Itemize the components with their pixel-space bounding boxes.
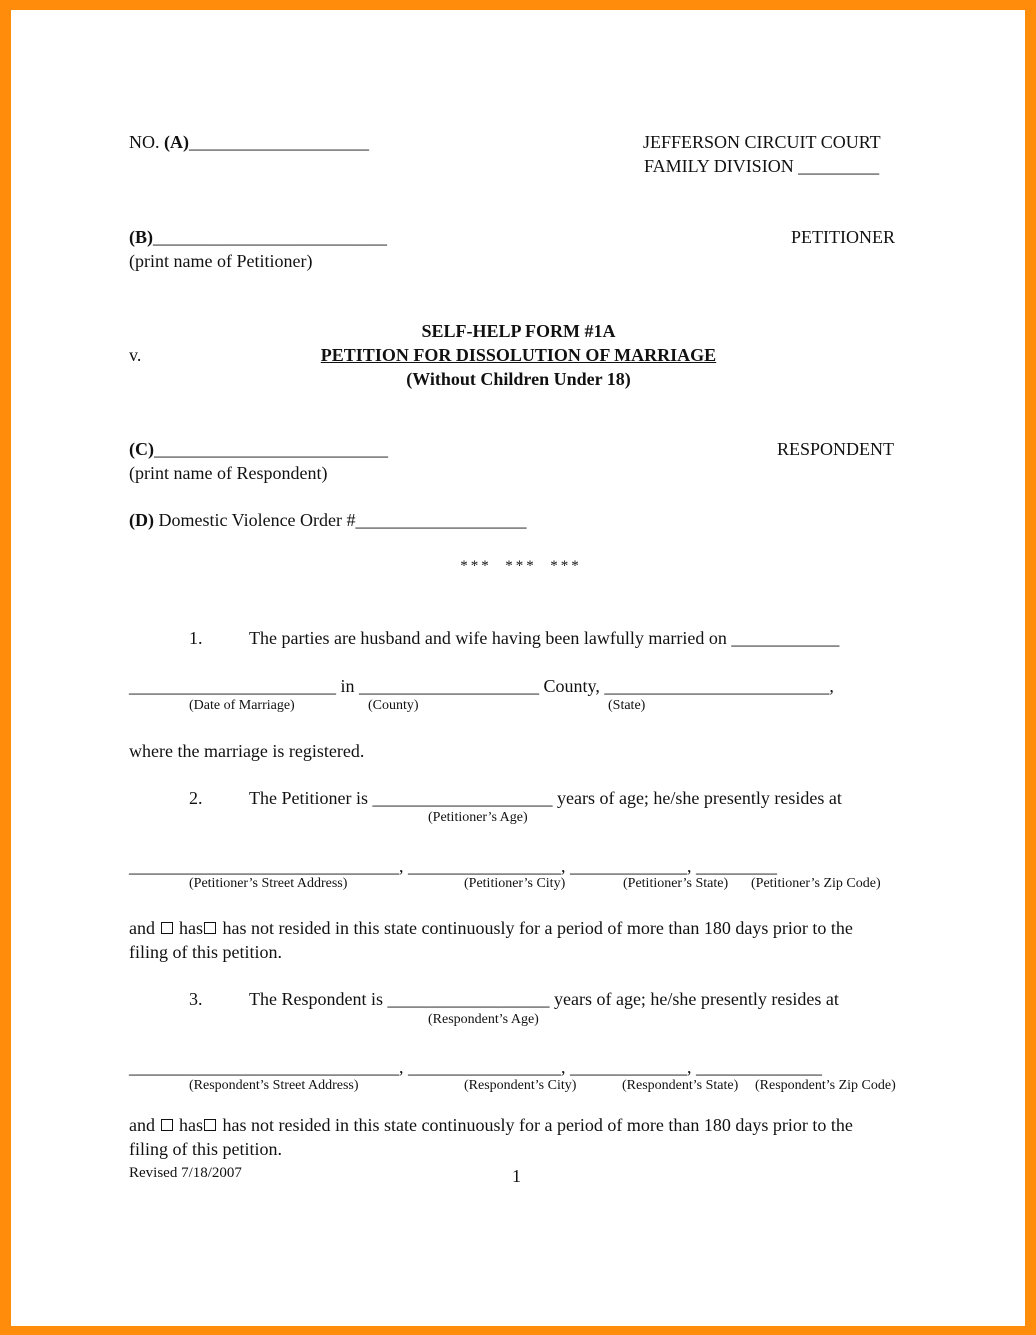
page-number: 1	[512, 1166, 521, 1186]
p2-label-street: (Petitioner’s Street Address)	[189, 876, 348, 891]
p3-address-blanks: ______________________________, _________________, _____________, ______________	[129, 1057, 822, 1077]
p2-residency-has: has	[179, 918, 203, 938]
case-number-marker: (A)	[164, 132, 189, 152]
document-page	[11, 10, 1025, 1326]
p2-residency-rest: has not resided in this state continuously for a period of more than 180 days prior to the	[222, 918, 853, 938]
division-line: FAMILY DIVISION _________	[644, 156, 880, 176]
p2-residency-and: and	[129, 918, 155, 938]
form-title-line3: (Without Children Under 18)	[406, 369, 631, 389]
p2-label-city: (Petitioner’s City)	[464, 876, 566, 891]
respondent-role: RESPONDENT	[777, 439, 895, 459]
p3-label-street: (Respondent’s Street Address)	[189, 1078, 359, 1093]
p2-residency-line	[129, 918, 853, 938]
p1-label-date: (Date of Marriage)	[189, 698, 295, 713]
p1-line3: where the marriage is registered.	[129, 741, 365, 761]
p3-number: 3.	[189, 989, 203, 1009]
respondent-name-line	[129, 439, 388, 459]
revised-date: Revised 7/18/2007	[129, 1165, 242, 1181]
p1-number: 1.	[189, 628, 203, 648]
case-number-label: NO.	[129, 132, 160, 152]
p2-number: 2.	[189, 788, 203, 808]
respondent-marker: (C)	[129, 439, 154, 459]
respondent-hint: (print name of Respondent)	[129, 463, 328, 483]
p1-label-county: (County)	[368, 698, 419, 713]
p2-label-state: (Petitioner’s State)	[623, 876, 729, 891]
petitioner-hint: (print name of Petitioner)	[129, 251, 313, 271]
petitioner-marker: (B)	[129, 227, 153, 247]
case-number-blank: ____________________	[189, 132, 369, 152]
petitioner-name-line	[129, 227, 387, 247]
form-title-line2: PETITION FOR DISSOLUTION OF MARRIAGE	[320, 345, 717, 365]
respondent-blank: __________________________	[154, 439, 388, 459]
dv-order-text: Domestic Violence Order #___________________	[154, 510, 527, 530]
p1-label-state: (State)	[608, 698, 646, 713]
p2-residency-line2: filing of this petition.	[129, 942, 282, 962]
p3-residency-has: has	[179, 1115, 203, 1135]
section-separator: *** *** ***	[460, 558, 582, 574]
petitioner-blank: __________________________	[153, 227, 387, 247]
p2-has-checkbox[interactable]	[161, 922, 173, 934]
p3-residency-rest: has not resided in this state continuously for a period of more than 180 days prior to the	[222, 1115, 853, 1135]
p2-label-age: (Petitioner’s Age)	[428, 810, 528, 825]
p2-has-not-checkbox[interactable]	[204, 922, 216, 934]
p3-text: The Respondent is __________________ years of age; he/she presently resides at	[249, 989, 839, 1009]
p3-label-age: (Respondent’s Age)	[428, 1012, 539, 1027]
p2-label-zip: (Petitioner’s Zip Code)	[751, 876, 881, 891]
p3-residency-line	[129, 1115, 853, 1135]
p1-text: The parties are husband and wife having been lawfully married on ____________	[249, 628, 840, 648]
p3-label-state: (Respondent’s State)	[622, 1078, 739, 1093]
court-name: JEFFERSON CIRCUIT COURT	[643, 132, 881, 152]
p3-label-city: (Respondent’s City)	[464, 1078, 577, 1093]
dv-order-line	[129, 510, 527, 530]
p3-residency-and: and	[129, 1115, 155, 1135]
p3-has-checkbox[interactable]	[161, 1119, 173, 1131]
form-title-line1: SELF-HELP FORM #1A	[421, 321, 616, 341]
dv-order-marker: (D)	[129, 510, 154, 530]
p3-has-not-checkbox[interactable]	[204, 1119, 216, 1131]
p1-marriage-blanks: _______________________ in ____________________ County, _________________________,	[129, 676, 834, 696]
p2-address-blanks: ______________________________, _________________, _____________, _________	[129, 856, 777, 876]
p3-label-zip: (Respondent’s Zip Code)	[755, 1078, 896, 1093]
p2-text: The Petitioner is ____________________ years of age; he/she presently resides at	[249, 788, 842, 808]
case-number-line	[129, 132, 369, 152]
petitioner-role: PETITIONER	[791, 227, 895, 247]
p3-residency-line2: filing of this petition.	[129, 1139, 282, 1159]
versus-label: v.	[129, 345, 142, 365]
